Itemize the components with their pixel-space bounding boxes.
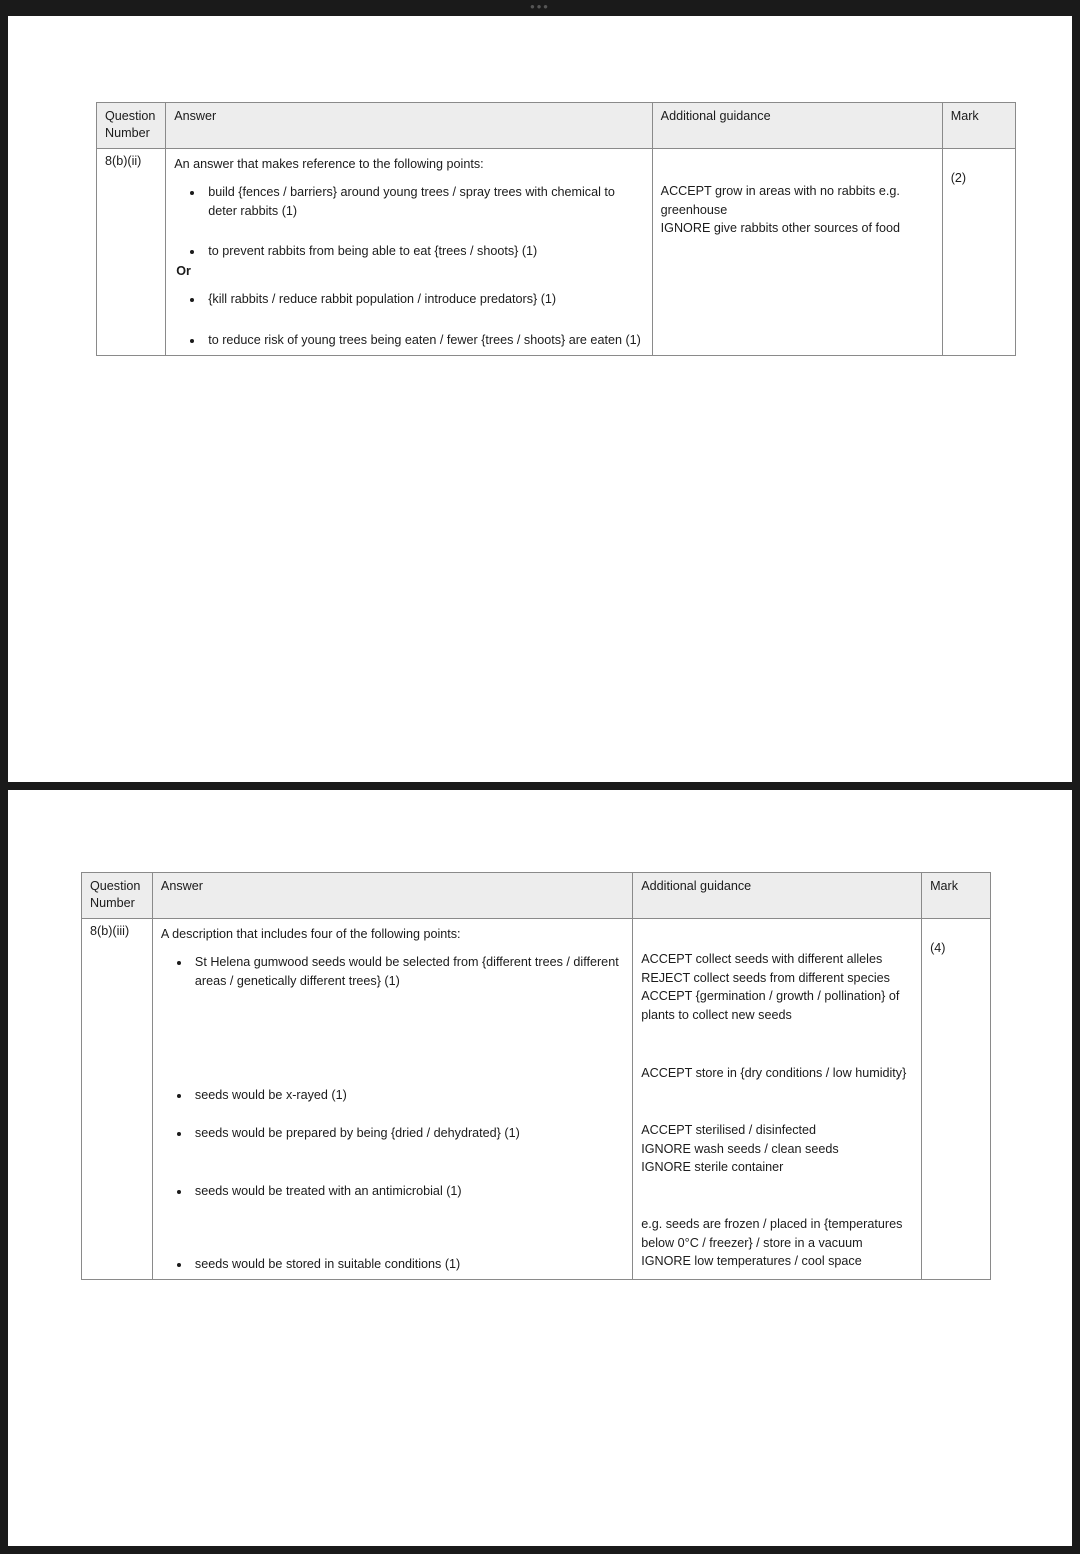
answer-points-group-1 bbox=[174, 183, 644, 260]
header-additional-guidance: Additional guidance bbox=[633, 873, 922, 919]
table-row bbox=[97, 149, 1016, 356]
guidance-item: ACCEPT grow in areas with no rabbits e.g. greenhouse bbox=[660, 184, 900, 217]
guidance-item: IGNORE give rabbits other sources of food bbox=[660, 221, 901, 236]
answer-cell bbox=[152, 919, 632, 1280]
list-item: • St Helena gumwood seeds would be selected from {different trees / different areas / genetically different trees} (1) bbox=[191, 953, 625, 990]
header-question-number-line1: Question bbox=[90, 879, 141, 893]
header-mark: Mark bbox=[922, 873, 991, 919]
question-number-cell: 8(b)(iii) bbox=[82, 919, 153, 1280]
answer-cell bbox=[166, 149, 652, 356]
list-item: • to reduce risk of young trees being eaten / fewer {trees / shoots} are eaten (1) bbox=[204, 331, 644, 349]
answer-points-group-2 bbox=[174, 290, 644, 349]
guidance-item: IGNORE low temperatures / cool space bbox=[641, 1254, 862, 1269]
list-item: • build {fences / barriers} around young trees / spray trees with chemical to deter rabbits (1) bbox=[204, 183, 644, 220]
header-question-number-line1: Question bbox=[105, 109, 156, 123]
list-item: • to prevent rabbits from being able to eat {trees / shoots} (1) bbox=[204, 242, 644, 260]
guidance-item: ACCEPT sterilised / disinfected bbox=[641, 1123, 817, 1138]
header-answer: Answer bbox=[152, 873, 632, 919]
answer-points bbox=[161, 953, 625, 1273]
header-mark: Mark bbox=[942, 103, 1015, 149]
document-page-1 bbox=[8, 16, 1072, 782]
answer-intro: A description that includes four of the following points: bbox=[160, 927, 461, 941]
header-question-number bbox=[82, 873, 153, 919]
answer-intro: An answer that makes reference to the following points: bbox=[174, 157, 484, 171]
guidance-item: ACCEPT collect seeds with different alleles bbox=[641, 952, 883, 966]
list-item: • {kill rabbits / reduce rabbit population / introduce predators} (1) bbox=[204, 290, 644, 308]
header-answer: Answer bbox=[166, 103, 652, 149]
guidance-item: ACCEPT store in {dry conditions / low humidity} bbox=[641, 1065, 907, 1080]
guidance-item: e.g. seeds are frozen / placed in {temperatures below 0°C / freezer} / store in a vacuum bbox=[641, 1217, 903, 1250]
list-item: • seeds would be stored in suitable conditions (1) bbox=[191, 1255, 625, 1273]
additional-guidance-cell bbox=[652, 149, 942, 356]
header-question-number-line2: Number bbox=[90, 896, 135, 910]
list-item: • seeds would be x-rayed (1) bbox=[191, 1086, 625, 1104]
header-question-number-line2: Number bbox=[105, 126, 150, 140]
guidance-item: IGNORE sterile container bbox=[641, 1160, 784, 1175]
table-header-row bbox=[82, 873, 991, 919]
table-row bbox=[82, 919, 991, 1280]
header-question-number bbox=[97, 103, 166, 149]
additional-guidance-cell bbox=[633, 919, 922, 1280]
table-header-row bbox=[97, 103, 1016, 149]
or-separator: Or bbox=[176, 264, 191, 278]
document-page-2 bbox=[8, 790, 1072, 1546]
mark-cell: (4) bbox=[922, 919, 991, 1280]
guidance-item: IGNORE wash seeds / clean seeds bbox=[641, 1141, 839, 1156]
list-item: • seeds would be treated with an antimicrobial (1) bbox=[191, 1182, 625, 1200]
mark-scheme-table-1 bbox=[96, 102, 1016, 356]
list-item: • seeds would be prepared by being {dried / dehydrated} (1) bbox=[191, 1124, 625, 1142]
question-number-cell: 8(b)(ii) bbox=[97, 149, 166, 356]
page-indicator-dots: ••• bbox=[530, 0, 550, 14]
guidance-item: REJECT collect seeds from different species bbox=[641, 970, 890, 985]
mark-scheme-table-2 bbox=[81, 872, 991, 1280]
guidance-item: ACCEPT {germination / growth / pollination} of plants to collect new seeds bbox=[641, 989, 900, 1022]
header-additional-guidance: Additional guidance bbox=[652, 103, 942, 149]
mark-cell: (2) bbox=[942, 149, 1015, 356]
